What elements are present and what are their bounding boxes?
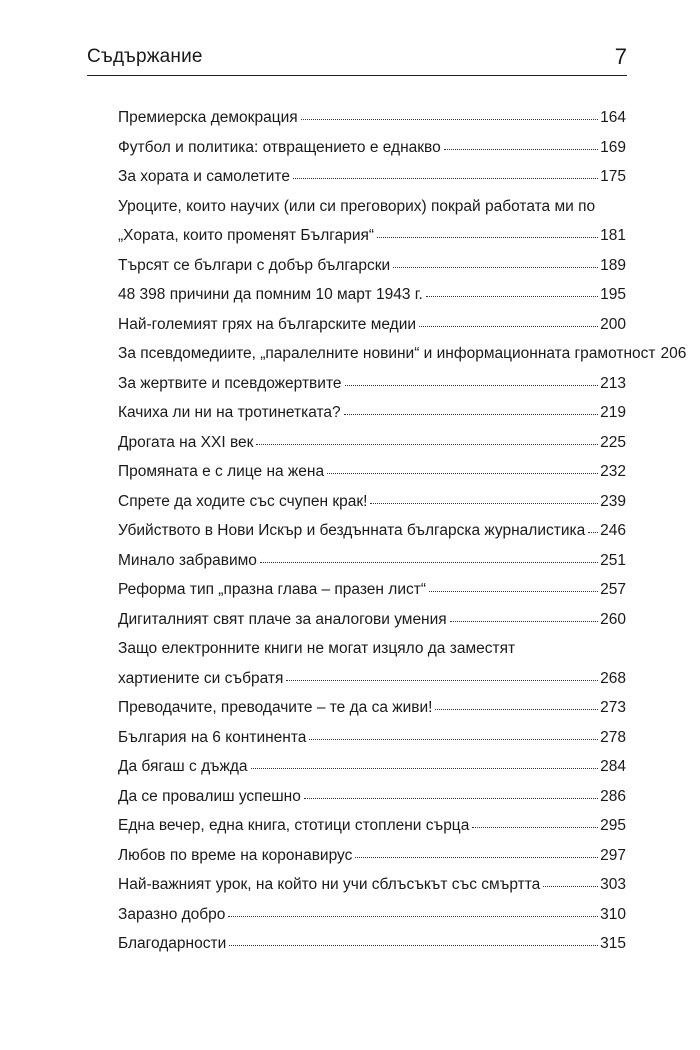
toc-entry xyxy=(118,310,626,340)
toc-entry-title: Премиерска демокрация xyxy=(118,109,298,126)
toc-entry-title: Реформа тип „празна глава – празен лист“ xyxy=(118,581,427,598)
toc-entry-title-line1: Уроците, които научих (или си преговорих) покрай работата ми по xyxy=(118,197,596,215)
toc-entry-page: 251 xyxy=(600,551,626,569)
dot-leader xyxy=(256,443,598,445)
page-title: Съдържание xyxy=(87,46,203,67)
toc-entry-title: Да бягаш с дъжда xyxy=(118,758,248,775)
toc-entry-page: 273 xyxy=(600,699,626,716)
dot-leader xyxy=(419,325,598,327)
toc-entry-title: Заразно добро xyxy=(118,905,226,923)
dot-leader xyxy=(345,384,599,386)
toc-entry-title: Промяната е с лице на жена xyxy=(118,463,325,480)
toc-entry-title: Качиха ли ни на тротинетката? xyxy=(118,404,341,421)
dot-leader xyxy=(251,767,599,769)
toc-entry-title: Най-важният урок, на който ни учи сблъсъкът със смъртта xyxy=(118,876,541,893)
toc-entry-page: 297 xyxy=(600,846,626,864)
toc-entry xyxy=(118,782,626,812)
toc-entry-page: 310 xyxy=(600,905,626,923)
toc-entry-page: 257 xyxy=(600,581,626,598)
toc-entry-page: 260 xyxy=(600,610,626,628)
toc-entry xyxy=(118,251,626,281)
toc-entry-page: 169 xyxy=(600,138,626,156)
toc-entry xyxy=(118,516,626,546)
toc-entry-page: 181 xyxy=(600,227,626,244)
toc-entry-page: 284 xyxy=(600,758,626,775)
dot-leader xyxy=(450,620,598,622)
dot-leader xyxy=(393,266,598,268)
toc-entry-title: Спрете да ходите със счупен крак! xyxy=(118,492,368,510)
dot-leader xyxy=(286,679,598,681)
toc-entry xyxy=(118,575,626,605)
dot-leader xyxy=(344,413,598,415)
toc-entry-page: 268 xyxy=(600,669,626,687)
dot-leader xyxy=(377,236,598,238)
toc-entry-page: 164 xyxy=(600,109,626,126)
toc-entry-title: Дрогата на XXI век xyxy=(118,433,254,451)
toc-entry-page: 239 xyxy=(600,492,626,510)
dot-leader xyxy=(435,708,598,710)
page-number: 7 xyxy=(614,44,627,69)
dot-leader xyxy=(309,738,598,740)
toc-entry-page: 315 xyxy=(600,935,626,952)
toc-entry xyxy=(118,192,626,251)
dot-leader xyxy=(429,590,598,592)
toc-entry-title: хартиените си събратя xyxy=(118,669,284,687)
toc-entry-page: 278 xyxy=(600,728,626,746)
toc-entry-page: 232 xyxy=(600,463,626,480)
dot-leader xyxy=(543,885,598,887)
dot-leader xyxy=(304,797,598,799)
toc-entry-page: 206 xyxy=(660,345,687,362)
toc-entry-title: Футбол и политика: отвращението е еднакво xyxy=(118,138,441,156)
dot-leader xyxy=(370,502,598,504)
toc-entry-page: 175 xyxy=(600,168,626,185)
toc-entry xyxy=(118,428,626,458)
dot-leader xyxy=(301,118,598,120)
toc-entry-title: За хората и самолетите xyxy=(118,168,290,185)
toc-entry-title: Преводачите, преводачите – те да са живи! xyxy=(118,699,433,716)
toc-entry-title: За жертвите и псевдожертвите xyxy=(118,374,342,392)
toc-entry xyxy=(118,900,626,930)
toc-entry xyxy=(118,398,626,428)
toc-entry-page: 225 xyxy=(600,433,626,451)
toc-entry-page: 219 xyxy=(600,404,626,421)
toc-entry-title: Благодарности xyxy=(118,935,227,952)
toc-entry-title: 48 398 причини да помним 10 март 1943 г. xyxy=(118,286,423,303)
toc-entry xyxy=(118,634,626,693)
dot-leader xyxy=(293,177,598,179)
toc-entry-title: Убийството в Нови Искър и бездънната българска журналистика xyxy=(118,522,586,539)
toc-entry-page: 200 xyxy=(600,315,626,333)
toc-entry xyxy=(118,280,626,310)
table-of-contents xyxy=(118,103,687,959)
toc-entry xyxy=(118,162,626,192)
toc-entry xyxy=(118,133,626,163)
toc-entry xyxy=(118,546,626,576)
toc-entry xyxy=(118,870,626,900)
toc-entry xyxy=(118,487,626,517)
dot-leader xyxy=(472,826,598,828)
dot-leader xyxy=(228,915,598,917)
page-header xyxy=(87,42,627,74)
dot-leader xyxy=(327,472,598,474)
toc-entry xyxy=(118,752,626,782)
toc-entry-page: 213 xyxy=(600,374,626,392)
toc-entry-title: Минало забравимо xyxy=(118,551,257,569)
toc-entry xyxy=(118,723,626,753)
dot-leader xyxy=(444,148,598,150)
toc-entry-title-line1: Защо електронните книги не могат изцяло да заместят xyxy=(118,640,516,657)
dot-leader xyxy=(426,295,598,297)
toc-entry xyxy=(118,929,626,959)
toc-entry xyxy=(118,103,626,133)
toc-entry-page: 246 xyxy=(600,522,626,539)
dot-leader xyxy=(355,856,598,858)
toc-entry-page: 189 xyxy=(600,256,626,274)
toc-entry-title: Дигиталният свят плаче за аналогови умения xyxy=(118,610,447,628)
dot-leader xyxy=(588,531,598,533)
toc-entry-page: 295 xyxy=(600,817,626,834)
toc-entry-page: 195 xyxy=(600,286,626,303)
toc-entry xyxy=(118,811,626,841)
toc-entry xyxy=(118,369,626,399)
toc-entry-title: Любов по време на коронавирус xyxy=(118,846,353,864)
toc-entry-title: България на 6 континента xyxy=(118,728,307,746)
toc-entry-page: 286 xyxy=(600,787,626,805)
toc-entry-title: Най-големият грях на българските медии xyxy=(118,315,417,333)
toc-entry xyxy=(118,339,687,369)
toc-entry xyxy=(118,605,626,635)
toc-entry xyxy=(118,457,626,487)
toc-entry-title: „Хората, които променят България“ xyxy=(118,227,375,244)
dot-leader xyxy=(229,944,598,946)
toc-entry xyxy=(118,841,626,871)
toc-entry-title: Търсят се българи с добър български xyxy=(118,256,391,274)
header-divider xyxy=(87,75,627,76)
toc-entry xyxy=(118,693,626,723)
toc-entry-title: За псевдомедиите, „паралелните новини“ и информационната грамотност xyxy=(118,345,656,362)
toc-entry-title: Да се провалиш успешно xyxy=(118,787,301,805)
dot-leader xyxy=(260,561,598,563)
toc-entry-title: Една вечер, една книга, стотици стоплени сърца xyxy=(118,817,470,834)
toc-entry-page: 303 xyxy=(600,876,626,893)
